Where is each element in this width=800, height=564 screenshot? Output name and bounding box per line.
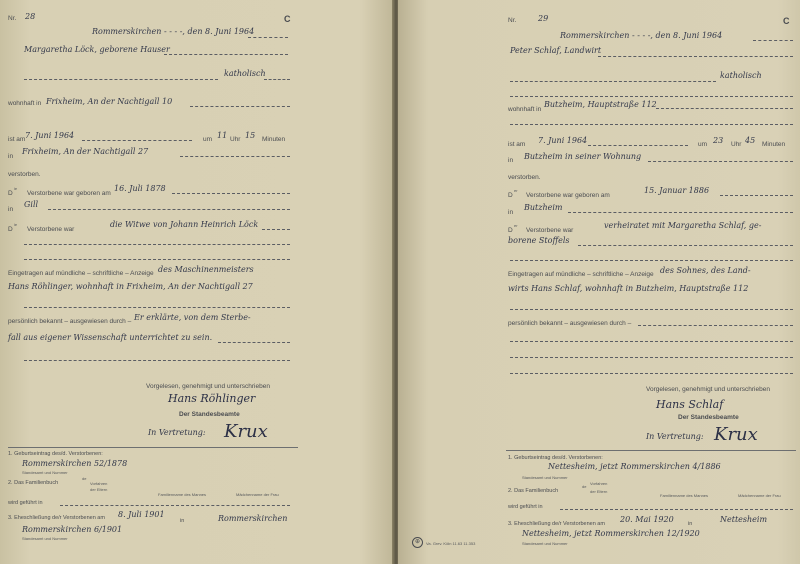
time-label: Minuten [262, 136, 286, 143]
family-book-parents: der Eltern [90, 487, 108, 492]
religion: katholisch [720, 71, 762, 80]
divider [8, 447, 298, 448]
dash-line [510, 341, 793, 342]
dash-line [510, 260, 793, 261]
dash-line [24, 360, 290, 361]
marriage-place: Rommerskirchen [218, 514, 288, 523]
registrar-signature: Krux [714, 424, 758, 445]
death-place: Frixheim, An der Nachtigall 27 [22, 147, 149, 156]
status-label: Verstorbene war [526, 227, 574, 234]
dash-line [264, 79, 290, 80]
place-label: in [8, 153, 14, 160]
dash-line [262, 229, 290, 230]
born-prefix: D [508, 192, 513, 199]
margin-note-1-label: 1. Geburtseintrag des/d. Verstorbenen: [8, 451, 103, 457]
family-book-ancestors: Vorfahren [90, 481, 108, 486]
marital-status: verheiratet mit Margaretha Schlaf, ge- [604, 221, 762, 230]
birth-record: Rommerskirchen 52/1878 [22, 459, 128, 468]
birth-record: Nettesheim, jetzt Rommerskirchen 4/1886 [548, 462, 721, 471]
dash-line [638, 325, 793, 326]
family-book-parents: der Eltern [590, 489, 608, 494]
residence: Butzheim, Hauptstraße 112 [544, 100, 657, 109]
time-label: um [203, 136, 213, 143]
dash-line [190, 106, 290, 107]
registrar-label: Der Standesbeamte [678, 414, 739, 421]
death-minute: 45 [745, 136, 756, 145]
known-note-2: fall aus eigener Wissenschaft unterrichtet zu sein. [8, 333, 213, 342]
left-register-page [0, 0, 394, 564]
dash-line [510, 124, 793, 125]
dash-line [82, 140, 192, 141]
born-gender: er [514, 188, 518, 193]
death-date-label: ist am [8, 136, 26, 143]
dash-line [248, 37, 288, 38]
margin-note-1-label: 1. Geburtseintrag des/d. Verstorbenen: [508, 455, 603, 461]
deputy-label: In Vertretung: [646, 432, 704, 441]
signed-label: Vorgelesen, genehmigt und unterschrieben [646, 386, 770, 393]
family-book-caption: Familienname des Mannes [660, 493, 709, 498]
dash-line [510, 357, 793, 358]
marriage-in-label: in [688, 521, 693, 527]
residence-label: wohnhaft in [508, 106, 542, 113]
death-date: 7. Juni 1964 [538, 136, 588, 145]
birth-place: Gill [24, 200, 39, 209]
dash-line [510, 81, 716, 82]
dash-line [60, 505, 290, 506]
marriage-record: Rommerskirchen 6/1901 [22, 525, 123, 534]
registrar-label: Der Standesbeamte [179, 411, 240, 418]
marriage-in-label: in [180, 518, 185, 524]
born-label: Verstorbene war geboren am [27, 190, 111, 197]
divider [506, 450, 796, 451]
death-hour: 11 [217, 131, 228, 140]
deputy-label: In Vertretung: [148, 428, 206, 437]
dash-line [218, 342, 290, 343]
death-date: 7. Juni 1964 [25, 131, 75, 140]
dash-line [588, 145, 688, 146]
status-label: Verstorbene war [27, 226, 75, 233]
family-book-ancestors: Vorfahren [590, 481, 608, 486]
death-hour: 23 [713, 136, 724, 145]
dash-line [510, 96, 793, 97]
signed-label: Vorgelesen, genehmigt und unterschrieben [146, 383, 270, 390]
born-label: Verstorbene war geboren am [526, 192, 610, 199]
dash-line [568, 212, 793, 213]
known-note: Er erklärte, von dem Sterbe- [134, 313, 251, 322]
religion: katholisch [224, 69, 266, 78]
family-book-kept-in: wird geführt in [508, 504, 543, 510]
known-label: persönlich bekannt – ausgewiesen durch – [508, 320, 632, 327]
residence-label: wohnhaft in [8, 100, 42, 107]
dash-line [24, 79, 218, 80]
status-prefix: D [8, 226, 13, 233]
entry-number-label: Nr. [508, 17, 517, 24]
place-label: in [508, 157, 514, 164]
dash-line [24, 307, 290, 308]
birth-date: 16. Juli 1878 [114, 184, 166, 193]
informant-signature: Hans Röhlinger [168, 392, 256, 405]
form-letter: C [783, 16, 790, 26]
registration-label: Eingetragen auf mündliche – schriftliche – Anzeige [508, 271, 654, 278]
informant: des Maschinenmeisters [158, 265, 254, 274]
informant-address: Hans Röhlinger, wohnhaft in Frixheim, An der Nachtigall 27 [8, 282, 253, 291]
form-letter: C [284, 14, 291, 24]
margin-note-3-label: 3. Eheschließung de/r Verstorbenen am [508, 521, 605, 527]
born-in-label: in [508, 209, 514, 216]
dash-line [656, 108, 793, 109]
entry-number: 28 [25, 12, 36, 21]
entry-number: 29 [538, 14, 549, 23]
registration-label: Eingetragen auf mündliche – schriftliche – Anzeige [8, 270, 154, 277]
death-place: Butzheim in seiner Wohnung [524, 152, 642, 161]
informant-address: wirts Hans Schlaf, wohnhaft in Butzheim, Hauptstraße 112 [508, 284, 749, 293]
dash-line [24, 244, 290, 245]
death-date-label: ist am [508, 141, 526, 148]
dash-line [24, 259, 290, 260]
entry-number-label: Nr. [8, 15, 17, 22]
residence: Frixheim, An der Nachtigall 10 [46, 97, 173, 106]
family-book-caption: Mädchenname der Frau [236, 492, 279, 497]
birth-place: Butzheim [524, 203, 563, 212]
dash-line [648, 161, 793, 162]
marriage-place: Nettesheim [720, 515, 768, 524]
born-in-label: in [8, 206, 14, 213]
dash-line [48, 209, 290, 210]
place-date: Rommerskirchen - - - -, den 8. Juni 1964 [92, 27, 255, 36]
family-book-kept-in: wird geführt in [8, 500, 43, 506]
family-book-caption: Mädchenname der Frau [738, 493, 781, 498]
dash-line [172, 193, 290, 194]
marital-status: die Witwe von Johann Heinrich Löck [110, 220, 259, 229]
family-book-de: de [582, 484, 587, 489]
time-label: Uhr [230, 136, 241, 143]
marriage-record: Nettesheim, jetzt Rommerskirchen 12/1920 [522, 529, 700, 538]
printer-logo-icon: ⊕ [412, 537, 423, 548]
record-caption: Standesamt und Nummer [22, 470, 68, 475]
family-book-caption: Familienname des Mannes [158, 492, 207, 497]
time-label: um [698, 141, 708, 148]
dash-line [753, 40, 793, 41]
deceased-name: Peter Schlaf, Landwirt [510, 46, 602, 55]
marriage-date: 8. Juli 1901 [118, 510, 165, 519]
dash-line [510, 373, 793, 374]
status-prefix: D [508, 227, 513, 234]
dash-line [510, 309, 793, 310]
deceased-name: Margaretha Löck, geborene Hauser [24, 45, 170, 54]
record-caption: Standesamt und Nummer [522, 475, 568, 480]
margin-note-2-label: 2. Das Familienbuch [508, 488, 559, 494]
printer-mark: Va. Grev. Köln 11.63 11.353 [426, 541, 476, 546]
record-caption: Standesamt und Nummer [522, 541, 568, 546]
marriage-date: 20. Mai 1920 [620, 515, 674, 524]
born-gender: ie [14, 186, 18, 191]
informant-signature: Hans Schlaf [656, 398, 724, 411]
registrar-signature: Krux [224, 421, 268, 442]
dash-line [720, 195, 793, 196]
dash-line [578, 245, 793, 246]
died-text: verstorben. [8, 171, 41, 178]
birth-date: 15. Januar 1886 [644, 186, 710, 195]
margin-note-2-label: 2. Das Familienbuch [8, 480, 59, 486]
informant: des Sohnes, des Land- [660, 266, 751, 275]
record-caption: Standesamt und Nummer [22, 536, 68, 541]
dash-line [598, 56, 793, 57]
dash-line [164, 54, 288, 55]
family-book-de: de [82, 476, 87, 481]
dash-line [560, 509, 793, 510]
status-gender: ie [14, 222, 18, 227]
known-label: persönlich bekannt – ausgewiesen durch – [8, 318, 132, 325]
margin-note-3-label: 3. Eheschließung de/r Verstorbenen am [8, 515, 105, 521]
died-text: verstorben. [508, 174, 541, 181]
time-label: Minuten [762, 141, 786, 148]
time-label: Uhr [731, 141, 742, 148]
death-minute: 15 [245, 131, 256, 140]
marital-status-2: borene Stoffels [508, 236, 570, 245]
place-date: Rommerskirchen - - - -, den 8. Juni 1964 [560, 31, 723, 40]
right-register-page [398, 0, 800, 564]
dash-line [180, 156, 290, 157]
status-gender: er [514, 223, 518, 228]
born-prefix: D [8, 190, 13, 197]
